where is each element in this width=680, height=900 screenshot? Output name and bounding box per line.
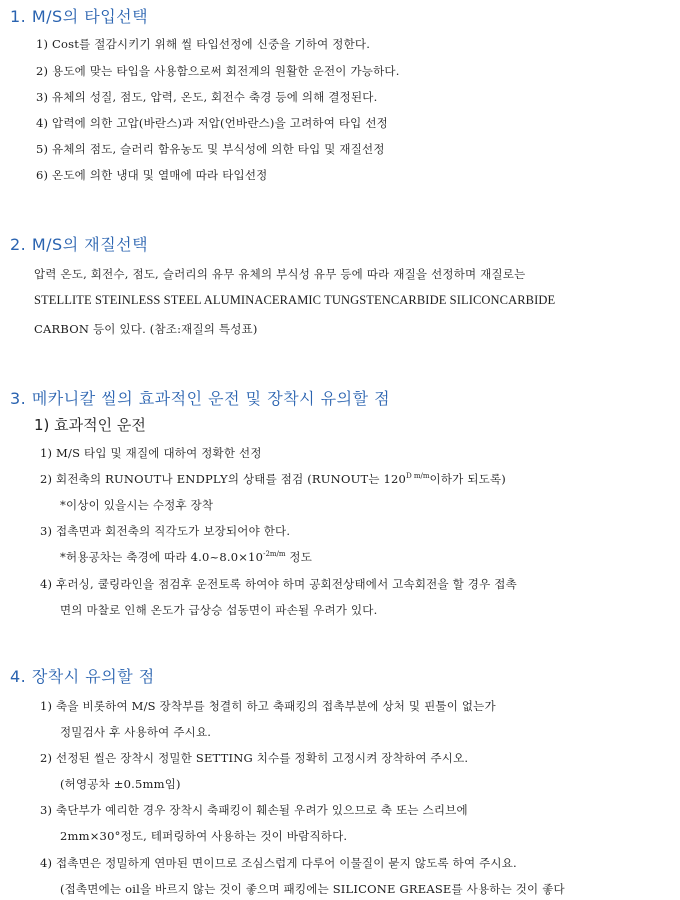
section-2-title: 2. M/S의 재질선택 [10,235,149,254]
s4-item-1-cont: 정밀검사 후 사용하여 주시요. [60,725,212,739]
s4-item-2-cont: (허영공차 ±0.5mm임) [60,777,181,791]
s4-item-3: 3) 축단부가 예리한 경우 장착시 축패킹이 훼손될 우려가 있으므로 축 또는 스리브에 [40,803,468,817]
s1-item-5: 5) 유체의 점도, 슬러리 함유농도 및 부식성에 의한 타입 및 재질선정 [36,142,385,156]
s3-item-3-note-text: *허용공차는 축경에 따라 4.0~8.0×10 [60,550,264,564]
s3-item-3-note [60,549,312,565]
s4-item-2: 2) 선정된 씰은 장착시 정밀한 SETTING 치수를 정확히 고정시켜 장착하여 주시오. [40,751,469,765]
s4-item-3-cont: 2mm×30°정도, 테퍼링하여 사용하는 것이 바람직하다. [60,829,348,843]
s3-item-1: 1) M/S 타입 및 재질에 대하여 정확한 선정 [40,446,262,460]
s3-item-4-cont: 면의 마찰로 인해 온도가 급상승 섭동면이 파손될 우려가 있다. [60,603,378,617]
s3-item-2-unit: D m/m [406,472,430,480]
section-1-title: 1. M/S의 타입선택 [10,7,149,26]
s4-item-4: 4) 접촉면은 정밀하게 연마된 면이므로 조심스럽게 다루어 이물질이 묻지 않도록 하여 주시요. [40,856,517,870]
s3-item-4: 4) 후러싱, 쿨링라인을 점검후 운전토록 하여야 하며 공회전상태에서 고속회전을 할 경우 접촉 [40,577,517,591]
s4-item-4-cont: (접촉면에는 oil을 바르지 않는 것이 좋으며 패킹에는 SILICONE GREASE를 사용하는 것이 좋다 [60,882,565,896]
s4-item-1: 1) 축을 비롯하여 M/S 장착부를 청결히 하고 축패킹의 접촉부분에 상처 및 핀툴이 없는가 [40,699,496,713]
s1-item-6: 6) 온도에 의한 냉대 및 열매에 따라 타입선정 [36,168,268,182]
section-3-title: 3. 메카니칼 씰의 효과적인 운전 및 장착시 유의할 점 [10,389,391,408]
s1-item-1: 1) Cost를 절감시키기 위해 씰 타입선정에 신중을 기하여 정한다. [36,37,371,51]
s2-paragraph-line-1: 압력 온도, 회전수, 점도, 슬러리의 유무 유체의 부식성 유무 등에 따라 재질을 선정하며 재질로는 [34,267,526,281]
s1-item-3: 3) 유체의 성질, 점도, 압력, 온도, 회전수 축경 등에 의해 결정된다. [36,90,378,104]
s3-item-2 [40,471,506,487]
s1-item-4: 4) 압력에 의한 고압(바란스)과 저압(언바란스)을 고려하여 타입 선정 [36,116,388,130]
s3-item-3-note-end: 정도 [285,550,313,564]
s3-item-3: 3) 접촉면과 회전축의 직각도가 보장되어야 한다. [40,524,291,538]
s3-item-2-text: 2) 회전축의 RUNOUT나 ENDPLY의 상태를 점검 (RUNOUT는 120 [40,472,407,486]
s3-item-2-note: *이상이 있을시는 수정후 장착 [60,498,214,512]
s3-item-2-text-end: 이하가 되도록) [429,472,506,486]
s2-paragraph-line-3: CARBON 등이 있다. (참조:재질의 특성표) [34,322,258,336]
s3-subheading: 1) 효과적인 운전 [34,416,146,434]
s2-paragraph-line-2: STELLITE STEINLESS STEEL ALUMINACERAMIC TUNGSTENCARBIDE SILICONCARBIDE [34,293,556,307]
s3-item-3-note-unit: -2m/m [263,550,286,558]
section-4-title: 4. 장착시 유의할 점 [10,667,155,686]
s1-item-2: 2) 용도에 맞는 타입을 사용함으로써 회전계의 원활한 운전이 가능하다. [36,64,400,78]
